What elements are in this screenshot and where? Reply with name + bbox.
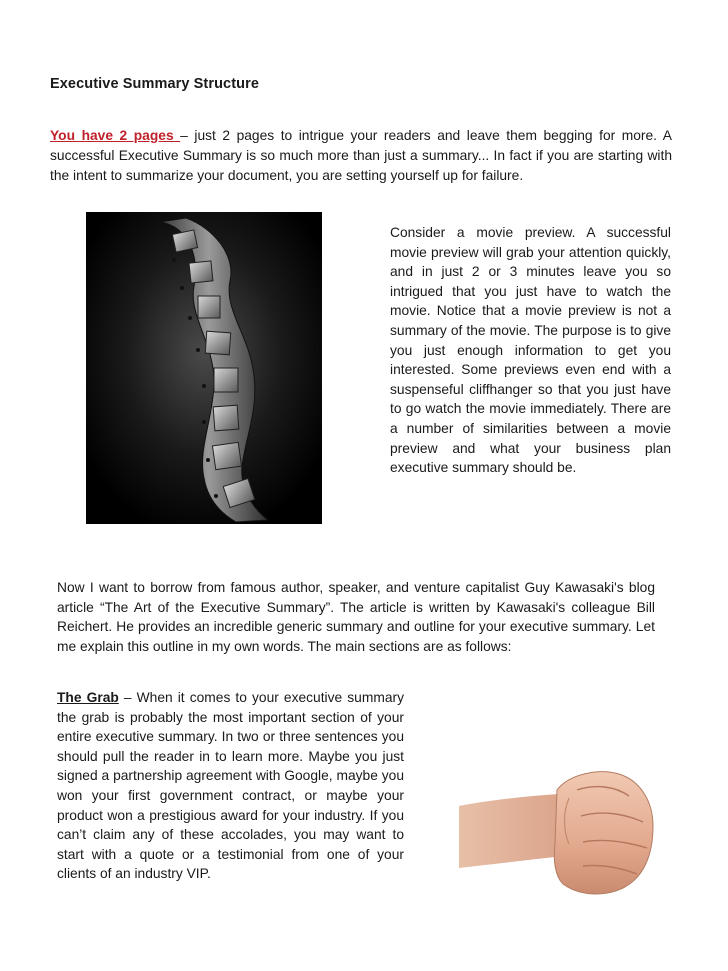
film-strip-graphic — [86, 212, 322, 524]
movie-preview-paragraph: Consider a movie preview. A successful movie preview will grab your attention quickly, and in just 2 or 3 minutes leave you so intrigued that you just have to watch the movie. Notice that a movie preview is not a summary of the movie. The purpose is to give you just enough information to get you interested. Some previews even end with a suspenseful cliffhanger so that you just have to go watch the movie immediately. There are a number of similarities between a movie preview and what your business plan executive summary should be. — [390, 225, 671, 476]
grab-text: – When it comes to your executive summary the grab is probably the most important section of your entire executive summary. In two or three sentences you should pull the reader in to learn more. Maybe you just signed a partnership agreement with Google, maybe you won your first government contract, or maybe your product won a prestigious award for your industry. If you can’t claim any of these accolades, you may want to start with a quote or a testimonial from one of your clients of an industry VIP. — [57, 690, 404, 882]
grab-paragraph — [57, 688, 404, 884]
intro-paragraph — [50, 126, 672, 186]
intro-highlight: You have 2 pages — [50, 128, 181, 143]
intro-text: – just 2 pages to intrigue your readers and leave them begging for more. A successful Executive Summary is so much more than just a summary... In fact if you are starting with the intent to summarize your document, you are setting yourself up for failure. — [50, 128, 672, 183]
fist-graphic — [459, 760, 659, 910]
kawasaki-paragraph: Now I want to borrow from famous author, speaker, and venture capitalist Guy Kawasaki's blog article “The Art of the Executive Summary”. The article is written by Kawasaki's colleague Bill Reichert. He provides an incredible generic summary and outline for your executive summary. Let me explain this outline in my own words. The main sections are as follows: — [57, 580, 655, 654]
page-title: Executive Summary Structure — [50, 76, 260, 92]
fist-image — [459, 760, 659, 910]
film-strip-image — [86, 212, 322, 524]
grab-term: The Grab — [57, 690, 119, 705]
